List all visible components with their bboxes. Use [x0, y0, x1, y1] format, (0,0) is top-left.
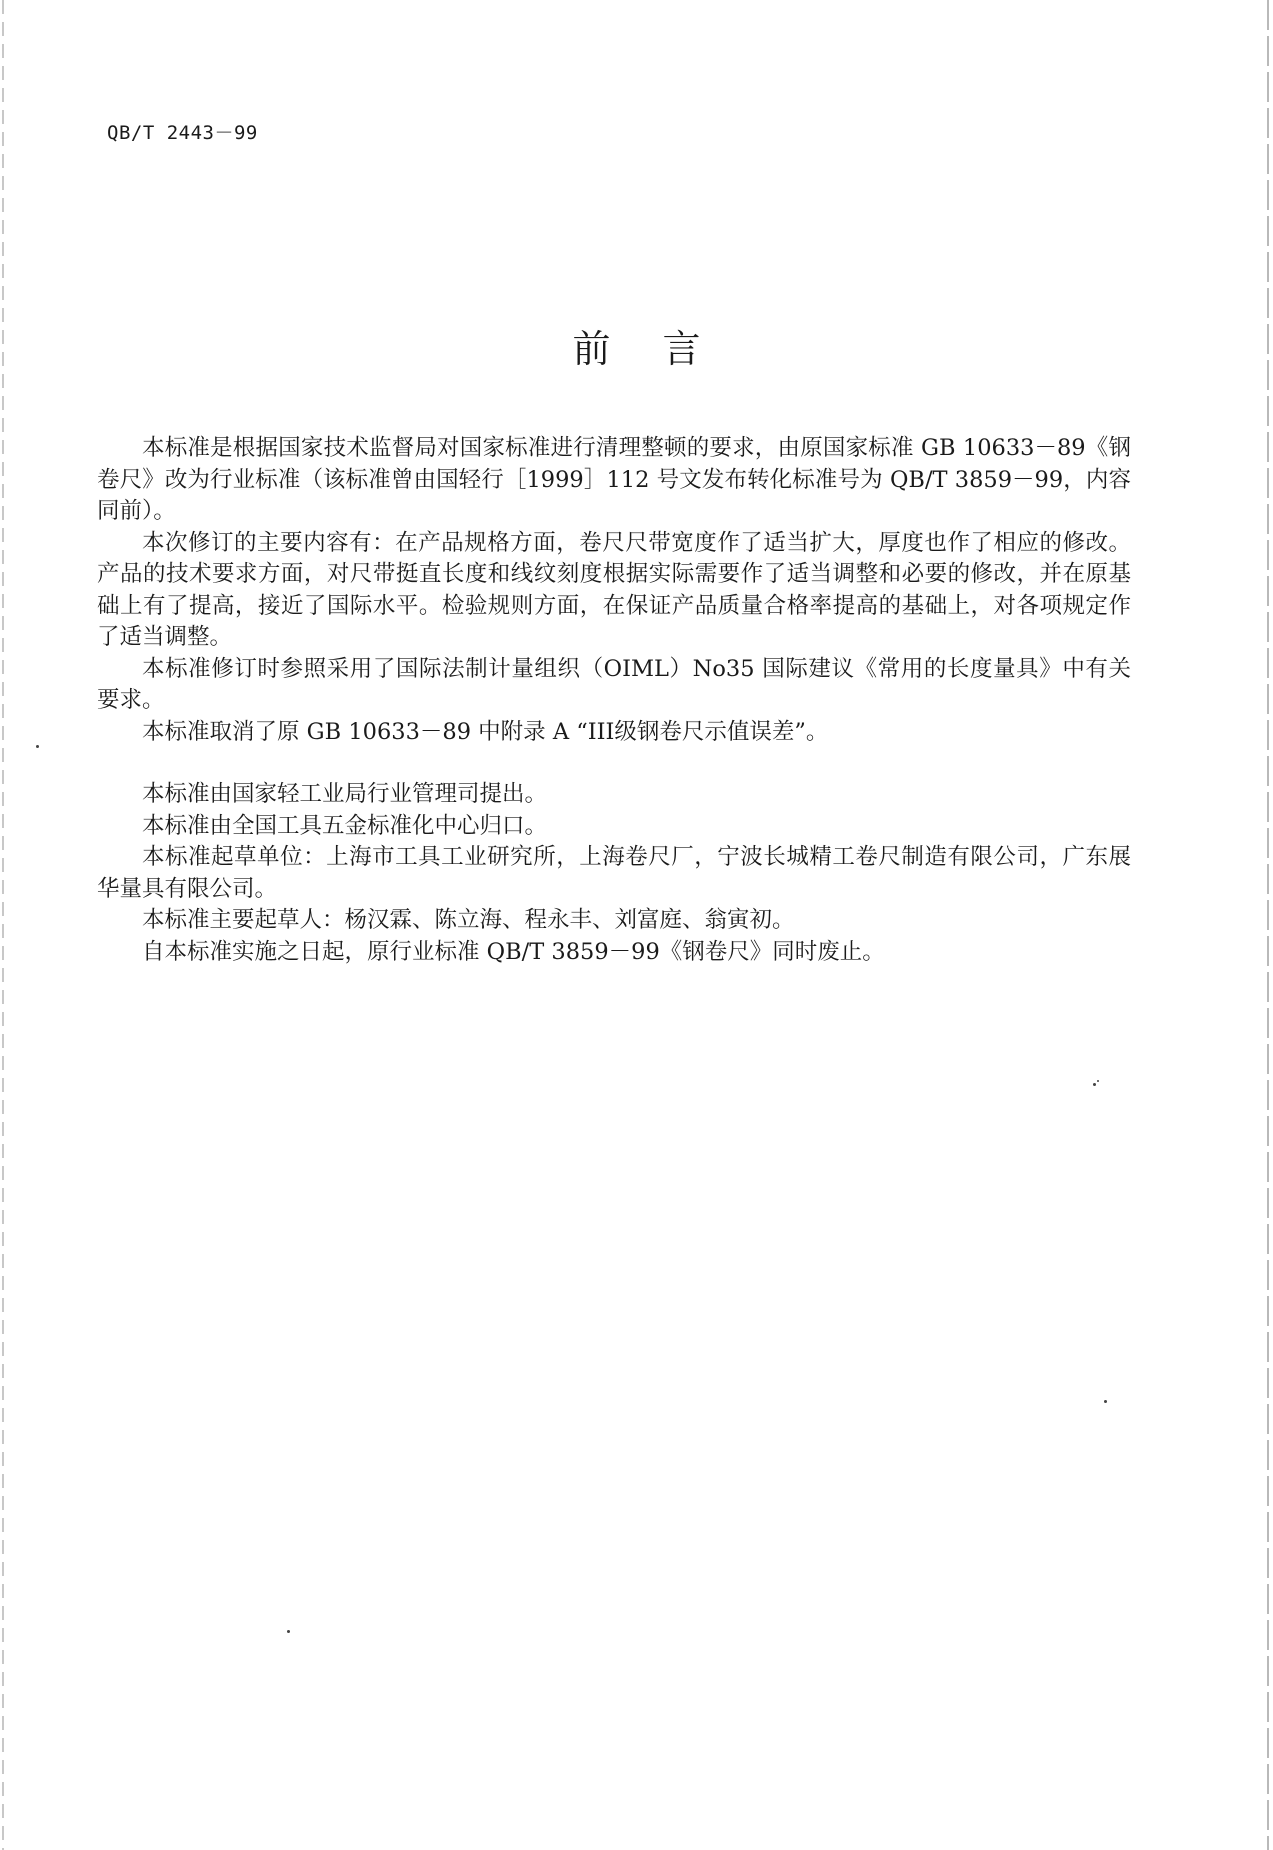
scan-speck [1093, 1083, 1096, 1086]
standard-code: QB/T 2443－99 [107, 122, 258, 144]
scan-edge-right [1267, 0, 1269, 1850]
preface-body [97, 433, 1131, 968]
page-title: 前言 [572, 327, 753, 371]
scan-speck [1104, 1400, 1107, 1403]
paragraph-supersedes: 自本标准实施之日起，原行业标准 QB/T 3859－99《钢卷尺》同时废止。 [142, 938, 885, 965]
paragraph-annex-removed: 本标准取消了原 GB 10633－89 中附录 A “III级钢卷尺示值误差”。 [142, 718, 829, 745]
paragraph-origin: 本标准是根据国家技术监督局对国家标准进行清理整顿的要求，由原国家标准 GB 10633－89《钢卷尺》改为行业标准（该标准曾由国轻行［1999］112 号文发布转化标准号为 QB/T 3859－99，内容同前）。 [97, 435, 1131, 524]
paragraph-managed-by: 本标准由全国工具五金标准化中心归口。 [142, 812, 548, 839]
paragraph-revisions: 本次修订的主要内容有：在产品规格方面，卷尺尺带宽度作了适当扩大，厚度也作了相应的修改。产品的技术要求方面，对尺带挺直长度和线纹刻度根据实际需要作了适当调整和必要的修改，并在原基础上有了提高，接近了国际水平。检验规则方面，在保证产品质量合格率提高的基础上，对各项规定作了适当调整。 [97, 529, 1131, 650]
paragraph-drafters: 本标准主要起草人：杨汉霖、陈立海、程永丰、刘富庭、翁寅初。 [142, 907, 795, 933]
scan-speck [1097, 1080, 1099, 1082]
scan-edge-left [2, 0, 4, 1850]
scan-speck [36, 745, 39, 748]
scan-speck [287, 1630, 290, 1633]
paragraph-drafting-units: 本标准起草单位：上海市工具工业研究所，上海卷尺厂，宁波长城精工卷尺制造有限公司，广东展华量具有限公司。 [97, 844, 1131, 902]
paragraph-proposed-by: 本标准由国家轻工业局行业管理司提出。 [142, 781, 548, 807]
paragraph-gap [97, 748, 1131, 779]
paragraph-oiml-reference: 本标准修订时参照采用了国际法制计量组织（OIML）No35 国际建议《常用的长度量具》中有关要求。 [97, 655, 1131, 713]
